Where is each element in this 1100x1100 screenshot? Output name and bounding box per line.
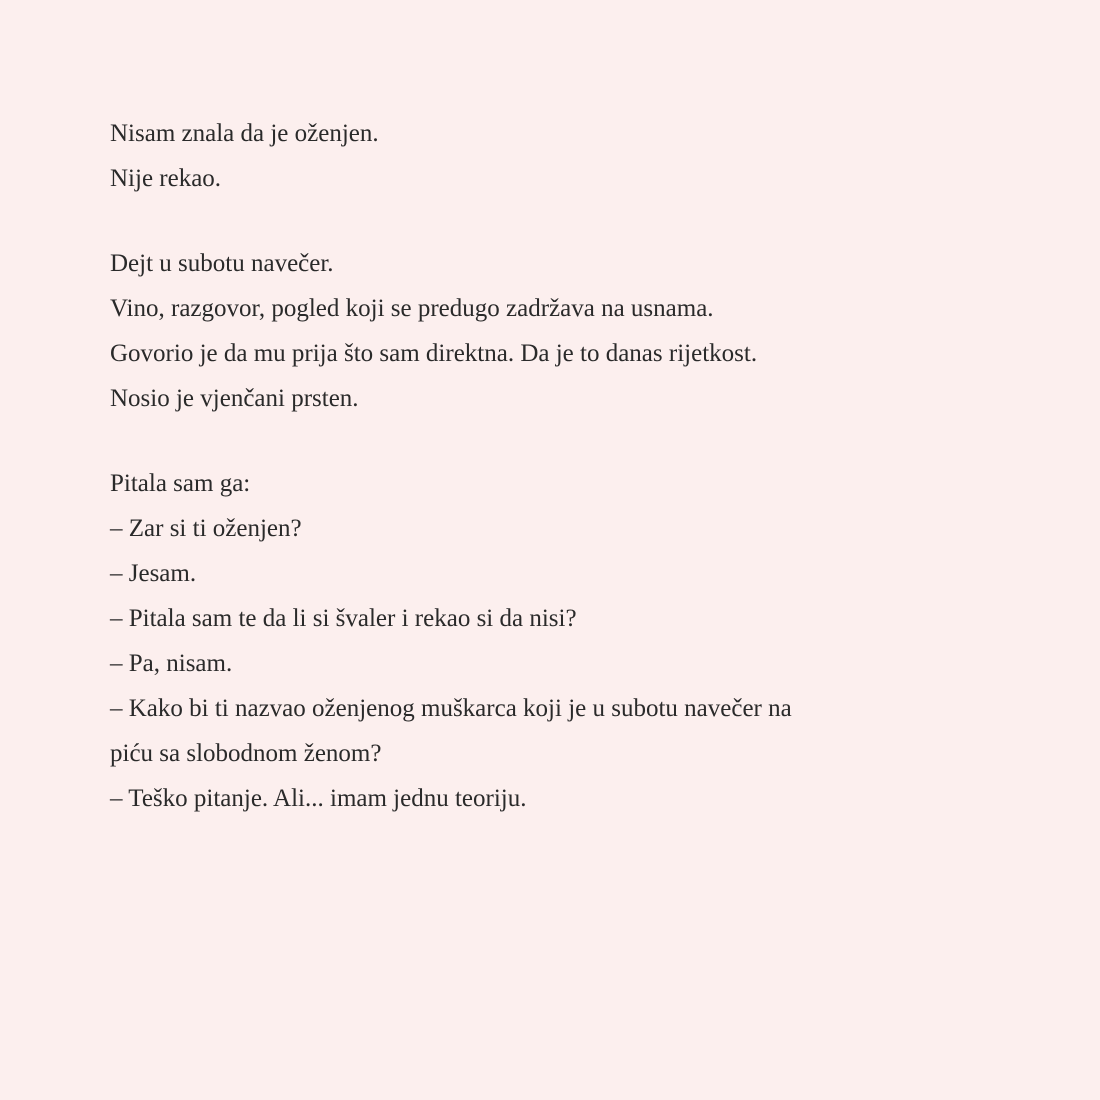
dialogue-line: – Zar si ti oženjen? [110, 515, 302, 542]
text-line: Nisam znala da je oženjen. [110, 120, 379, 147]
story-text [110, 111, 1010, 861]
text-line: Dejt u subotu navečer. [110, 250, 334, 277]
paragraph-2 [110, 241, 1010, 421]
dialogue-line: – Teško pitanje. Ali... imam jednu teoriju. [110, 785, 527, 812]
text-line: Pitala sam ga: [110, 470, 251, 497]
paragraph-3-dialogue [110, 461, 1010, 821]
dialogue-line: – Kako bi ti nazvao oženjenog muškarca koji je u subotu navečer na [110, 695, 792, 722]
text-line: Nosio je vjenčani prsten. [110, 385, 359, 412]
paragraph-1 [110, 111, 1010, 201]
dialogue-line: – Jesam. [110, 560, 197, 587]
dialogue-line: – Pa, nisam. [110, 650, 233, 677]
text-line: Govorio je da mu prija što sam direktna. Da je to danas rijetkost. [110, 340, 758, 367]
dialogue-line: – Pitala sam te da li si švaler i rekao si da nisi? [110, 605, 577, 632]
dialogue-line: piću sa slobodnom ženom? [110, 740, 382, 767]
text-line: Nije rekao. [110, 165, 222, 192]
text-line: Vino, razgovor, pogled koji se predugo zadržava na usnama. [110, 295, 714, 322]
